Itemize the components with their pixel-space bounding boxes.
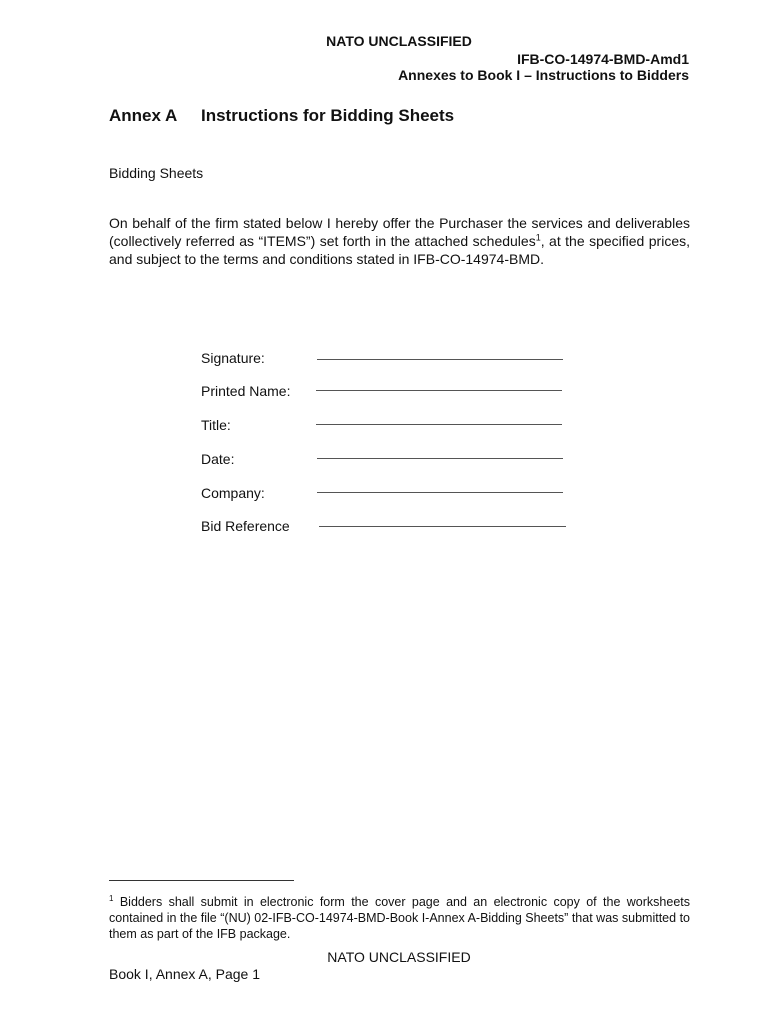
classification-marking-bottom: NATO UNCLASSIFIED bbox=[327, 949, 471, 965]
company-row bbox=[201, 485, 571, 505]
document-subtitle: Annexes to Book I – Instructions to Bidders bbox=[398, 67, 689, 83]
title-row bbox=[201, 417, 571, 437]
printed-name-label: Printed Name: bbox=[201, 383, 291, 399]
company-label: Company: bbox=[201, 485, 265, 501]
document-reference: IFB-CO-14974-BMD-Amd1 bbox=[517, 51, 689, 67]
footnote-reference[interactable]: 1 bbox=[535, 232, 541, 243]
signature-field[interactable] bbox=[317, 359, 563, 360]
bid-reference-field[interactable] bbox=[319, 526, 566, 527]
title-field[interactable] bbox=[316, 424, 562, 425]
section-heading: Bidding Sheets bbox=[109, 165, 204, 181]
footnote bbox=[109, 894, 690, 942]
company-field[interactable] bbox=[317, 492, 563, 493]
page-number: Book I, Annex A, Page 1 bbox=[109, 966, 260, 982]
footnote-separator bbox=[109, 880, 294, 881]
offer-text-part-1: On behalf of the firm stated below I hereby offer the Purchaser the services and deliverables (collectively referred as “ITEMS”) set forth in the attached schedules bbox=[109, 215, 690, 249]
offer-text-part-2: , at the specified prices, and subject to the terms and conditions stated in IFB-CO-14974-BMD. bbox=[109, 233, 691, 267]
title-label: Title: bbox=[201, 417, 231, 433]
bid-reference-label: Bid Reference bbox=[201, 518, 290, 534]
classification-marking-top: NATO UNCLASSIFIED bbox=[326, 33, 472, 49]
date-field[interactable] bbox=[317, 458, 563, 459]
date-label: Date: bbox=[201, 451, 235, 467]
printed-name-row bbox=[201, 383, 571, 403]
annex-label: Annex A bbox=[109, 106, 178, 125]
footnote-text: Bidders shall submit in electronic form the cover page and an electronic copy of the worksheets contained in the file “(NU) 02-IFB-CO-14974-BMD-Book I-Annex A-Bidding Sheets” that was submitted to them as part of the IFB package. bbox=[109, 895, 690, 941]
printed-name-field[interactable] bbox=[316, 390, 562, 391]
signature-row bbox=[201, 350, 571, 370]
annex-heading bbox=[109, 106, 454, 126]
footnote-marker: 1 bbox=[109, 893, 114, 903]
offer-paragraph bbox=[109, 214, 690, 268]
annex-title: Instructions for Bidding Sheets bbox=[201, 106, 455, 125]
bid-reference-row bbox=[201, 518, 571, 538]
date-row bbox=[201, 451, 571, 471]
signature-label: Signature: bbox=[201, 350, 265, 366]
